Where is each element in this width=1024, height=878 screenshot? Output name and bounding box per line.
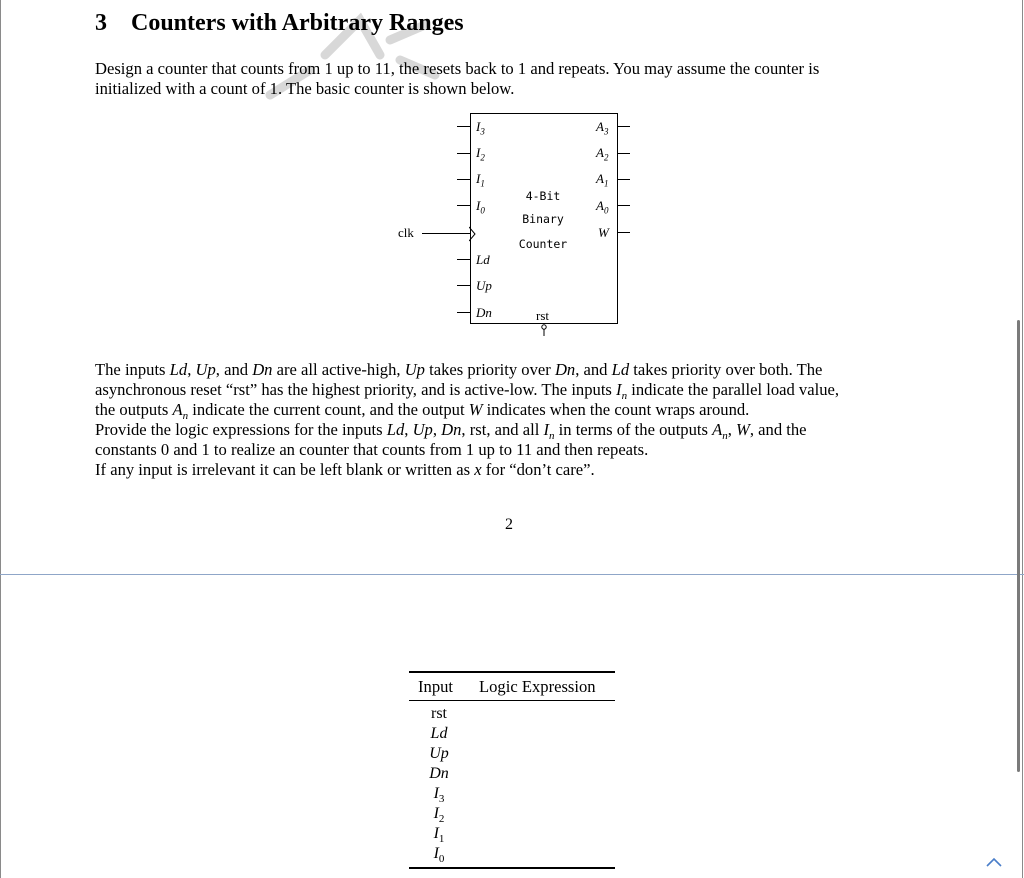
- pin-a3: [618, 126, 630, 127]
- pin-a2: [618, 153, 630, 154]
- pin-w: [618, 232, 630, 233]
- label-up: Up: [476, 278, 492, 293]
- pin-i0: [457, 205, 470, 206]
- page-divider: [0, 574, 1024, 575]
- pin-i3: [457, 126, 470, 127]
- label-a3: $A_3$: [596, 119, 609, 137]
- table-row: Dn: [429, 765, 449, 782]
- clock-triangle-icon: [469, 226, 479, 242]
- table-top-rule: [409, 671, 615, 673]
- section-heading: [95, 10, 464, 37]
- label-rst: rst: [536, 308, 549, 323]
- label-clk: clk: [398, 225, 414, 240]
- viewer-right-edge: [1022, 0, 1023, 878]
- scroll-to-top-icon[interactable]: [984, 852, 1004, 872]
- page-number: 2: [505, 516, 513, 533]
- pin-ld: [457, 259, 470, 260]
- pin-a1: [618, 179, 630, 180]
- clk-wire: [422, 233, 470, 234]
- table-row: Ld: [430, 725, 448, 742]
- section-number: 3: [95, 10, 107, 36]
- label-a0: $A_0$: [596, 198, 609, 216]
- table-row: rst: [431, 705, 447, 722]
- body-line-2: asynchronous reset “rst” has the highest priority, and is active-low. The inputs $I_n$ indicate the parallel load value,: [95, 380, 840, 403]
- table-row: $I_3$: [433, 785, 445, 806]
- label-ld: Ld: [476, 252, 490, 267]
- reset-bubble-icon: [539, 324, 549, 338]
- table-row: $I_2$: [433, 805, 445, 826]
- table-bottom-rule: [409, 867, 615, 869]
- label-a1: $A_1$: [596, 171, 609, 189]
- label-i2: $I_2$: [476, 145, 485, 163]
- counter-diagram: [390, 108, 640, 340]
- section-title: Counters with Arbitrary Ranges: [131, 10, 464, 36]
- pin-i1: [457, 179, 470, 180]
- body-line-3: the outputs $A_n$ indicate the current count, and the output W indicates when the count wraps around.: [95, 400, 750, 423]
- table-header-rule: [409, 700, 615, 701]
- intro-line-2: initialized with a count of 1. The basic counter is shown below.: [95, 79, 515, 98]
- body-line-1: The inputs Ld, Up, and Dn are all active-high, Up takes priority over Dn, and Ld takes priority over both. The: [95, 360, 823, 379]
- table-row: $I_1$: [433, 825, 445, 846]
- viewer-left-edge: [0, 0, 1, 878]
- pin-i2: [457, 153, 470, 154]
- label-i0: $I_0$: [476, 198, 485, 216]
- label-dn: Dn: [476, 305, 492, 320]
- pin-a0: [618, 205, 630, 206]
- table-header-expression: Logic Expression: [479, 677, 596, 696]
- label-w: W: [598, 225, 609, 240]
- body-line-5: constants 0 and 1 to realize an counter that counts from 1 up to 11 and then repeats.: [95, 440, 649, 459]
- table-row: Up: [429, 745, 449, 762]
- label-i1: $I_1$: [476, 171, 485, 189]
- pin-up: [457, 285, 470, 286]
- counter-title-line-1: 4-Bit: [525, 189, 561, 203]
- table-header-input: Input: [418, 677, 454, 696]
- vertical-scrollbar[interactable]: [1017, 320, 1020, 772]
- label-i3: $I_3$: [476, 119, 485, 137]
- table-row: $I_0$: [433, 845, 445, 866]
- counter-title-line-3: Counter: [518, 237, 568, 251]
- body-line-4: Provide the logic expressions for the inputs Ld, Up, Dn, rst, and all $I_n$ in terms of the outputs $A_n$, W, and the: [95, 420, 807, 443]
- body-line-6: If any input is irrelevant it can be left blank or written as x for “don’t care”.: [95, 460, 595, 479]
- pin-dn: [457, 312, 470, 313]
- counter-title-line-2: Binary: [522, 212, 564, 226]
- intro-line-1: Design a counter that counts from 1 up to 11, the resets back to 1 and repeats. You may assume the counter is: [95, 59, 820, 78]
- label-a2: $A_2$: [596, 145, 609, 163]
